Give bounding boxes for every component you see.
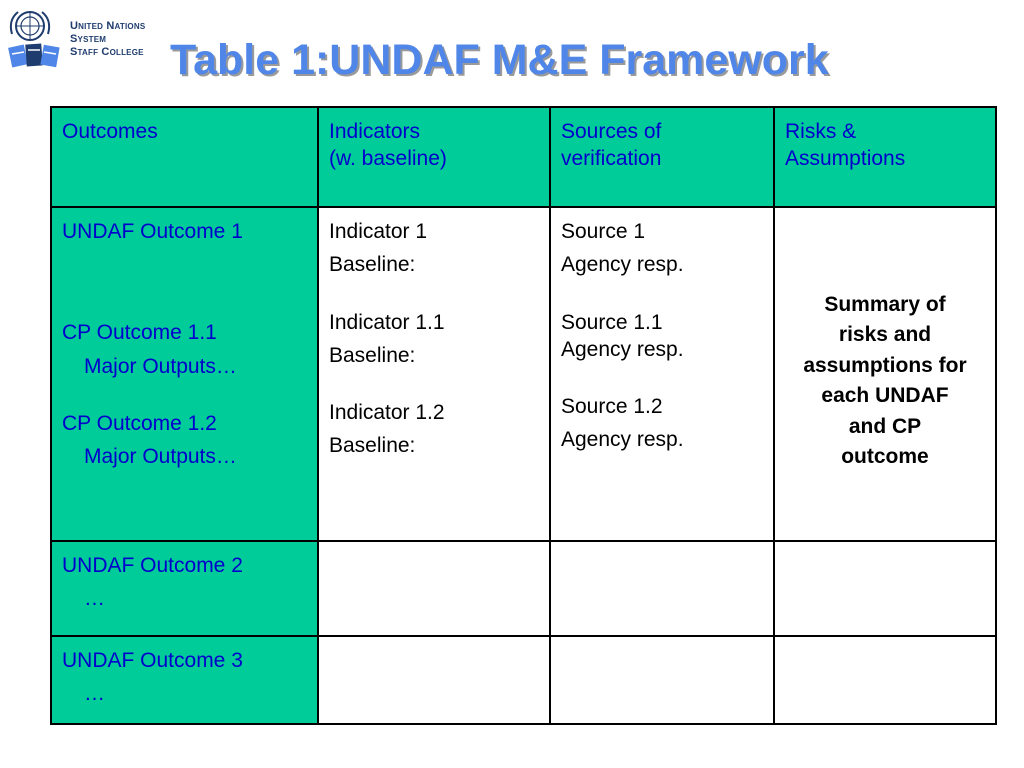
- outcome-2-ellipsis: …: [84, 587, 105, 611]
- outcomes-cell-1: [51, 207, 318, 541]
- header-risks-line-2: Assumptions: [785, 147, 906, 171]
- baseline-1-2: Baseline:: [329, 434, 416, 458]
- outcomes-cell-2: [51, 541, 318, 636]
- logo-line-2: System: [70, 33, 107, 45]
- header-risks-line-1: Risks &: [785, 120, 857, 143]
- sources-cell-3: [550, 636, 774, 724]
- source-1-2: Source 1.2: [561, 395, 663, 419]
- table-row: [51, 207, 996, 541]
- table-row: [51, 541, 996, 636]
- risks-summary-line-1: Summary of: [824, 293, 946, 316]
- cp-outcome-1-2: CP Outcome 1.2: [62, 411, 217, 435]
- risks-cell-2: [774, 541, 996, 636]
- header-outcomes-label: Outcomes: [62, 120, 158, 143]
- undaf-outcome-3: UNDAF Outcome 3: [62, 649, 243, 672]
- header-sources-line-1: Sources of: [561, 120, 662, 143]
- sources-cell-2: [550, 541, 774, 636]
- major-outputs-1-1: Major Outputs…: [84, 354, 237, 378]
- logo-line-3: Staff College: [70, 46, 144, 58]
- risks-cell-1: [774, 207, 996, 541]
- table-row: [51, 636, 996, 724]
- outcome-3-ellipsis: …: [84, 682, 105, 706]
- header-indicators-line-1: Indicators: [329, 120, 421, 143]
- indicators-cell-1: [318, 207, 550, 541]
- indicators-cell-3: [318, 636, 550, 724]
- risks-summary-line-3: assumptions for: [803, 353, 967, 377]
- undaf-outcome-1: UNDAF Outcome 1: [62, 220, 243, 243]
- risks-summary-line-2: risks and: [838, 323, 932, 347]
- indicator-1-2: Indicator 1.2: [329, 401, 445, 425]
- undaf-outcome-2: UNDAF Outcome 2: [62, 554, 243, 577]
- slide-title: Table 1:UNDAF M&E Framework: [170, 36, 829, 84]
- source-1-1: Source 1.1: [561, 310, 663, 334]
- risks-summary-line-5: and CP: [848, 414, 922, 438]
- major-outputs-1-2: Major Outputs…: [84, 445, 237, 469]
- agency-resp-1: Agency resp.: [561, 253, 684, 277]
- table-header-row: [51, 107, 996, 207]
- header-sources: [550, 107, 774, 207]
- risks-summary-line-4: each UNDAF: [821, 384, 949, 408]
- logo-wordmark: [70, 20, 145, 59]
- source-1: Source 1: [561, 220, 646, 243]
- baseline-1: Baseline:: [329, 253, 416, 277]
- agency-resp-1-2: Agency resp.: [561, 428, 684, 452]
- header-indicators: [318, 107, 550, 207]
- cp-outcome-1-1: CP Outcome 1.1: [62, 321, 217, 345]
- sources-cell-1: [550, 207, 774, 541]
- indicator-1: Indicator 1: [329, 220, 428, 243]
- header-sources-line-2: verification: [561, 147, 662, 171]
- header-indicators-line-2: (w. baseline): [329, 147, 447, 171]
- risks-summary: [785, 290, 985, 473]
- framework-table: [50, 106, 997, 725]
- unssc-logo: [6, 8, 166, 72]
- logo-line-1: United Nations: [70, 20, 146, 32]
- baseline-1-1: Baseline:: [329, 343, 416, 367]
- indicator-1-1: Indicator 1.1: [329, 310, 445, 334]
- indicators-cell-2: [318, 541, 550, 636]
- header-risks: [774, 107, 996, 207]
- header-outcomes: [51, 107, 318, 207]
- risks-summary-line-6: outcome: [841, 445, 929, 469]
- risks-cell-3: [774, 636, 996, 724]
- source-1-1-block: [561, 309, 763, 364]
- outcomes-cell-3: [51, 636, 318, 724]
- un-emblem-icon: [6, 8, 64, 70]
- agency-resp-1-1: Agency resp.: [561, 337, 684, 361]
